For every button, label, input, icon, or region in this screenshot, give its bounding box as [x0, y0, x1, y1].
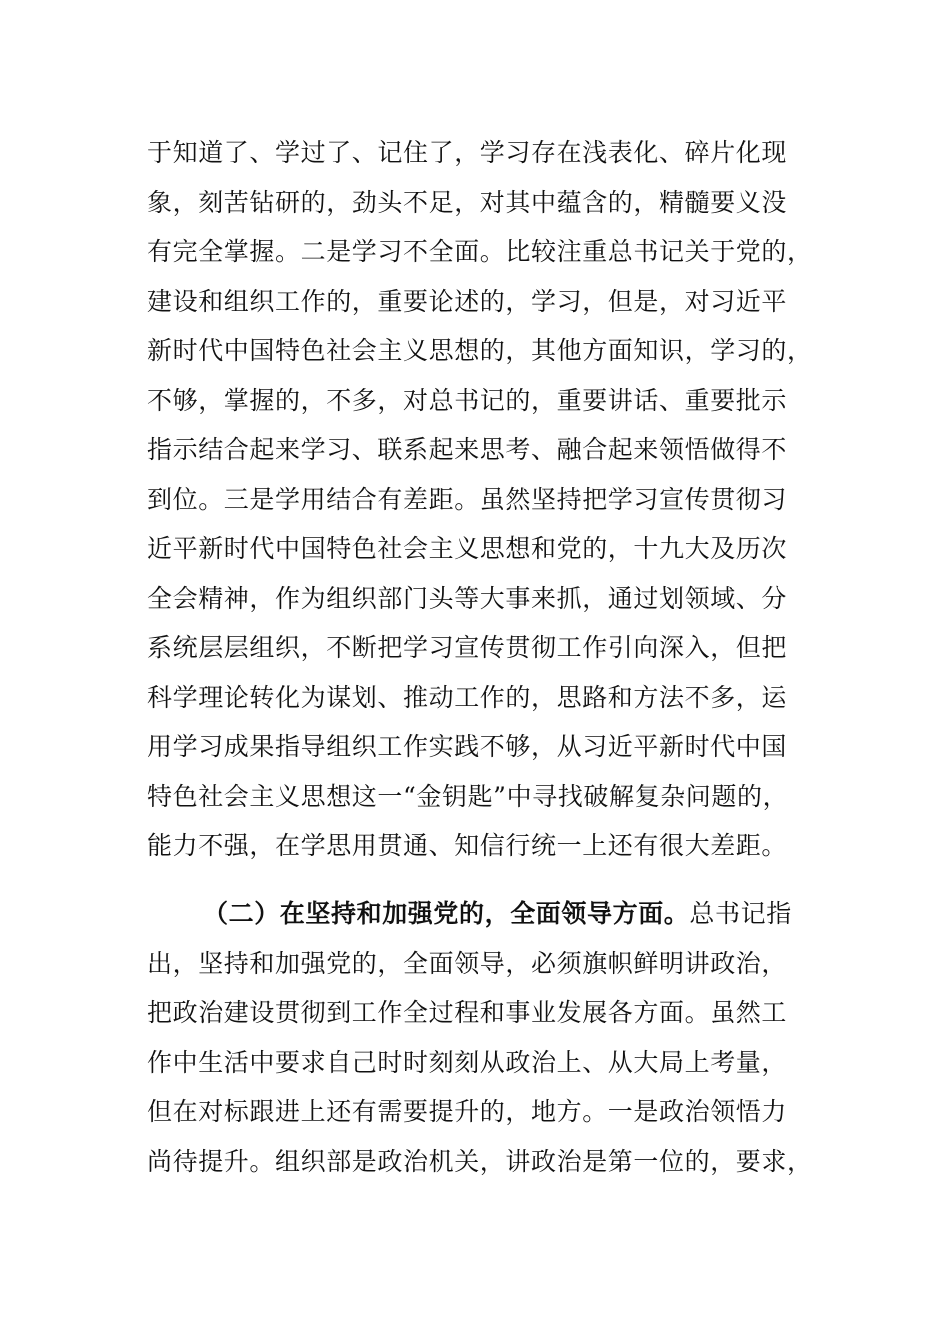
paragraph-line: 但在对标跟进上还有需要提升的，地方。一是政治领悟力 [147, 1097, 788, 1126]
section-heading: （二）在坚持和加强党的，全面领导方面。 [203, 899, 690, 928]
paragraph-line: 尚待提升。组织部是政治机关，讲政治是第一位的，要求， [147, 1146, 813, 1176]
paragraph-line: 到位。三是学用结合有差距。虽然坚持把学习宣传贯彻习 [147, 484, 788, 514]
paragraph-line: 全会精神，作为组织部门头等大事来抓，通过划领域、分 [147, 583, 788, 613]
paragraph-line: 作中生活中要求自己时时刻刻从政治上、从大局上考量， [147, 1047, 788, 1077]
paragraph-line: 出，坚持和加强党的，全面领导，必须旗帜鲜明讲政治， [147, 948, 788, 978]
paragraph-line: 新时代中国特色社会主义思想的，其他方面知识，学习的， [147, 336, 813, 365]
paragraph-1 [147, 128, 813, 871]
paragraph-line: 特色社会主义思想这一“金钥匙”中寻找破解复杂问题的， [147, 781, 789, 811]
paragraph-2 [147, 889, 813, 1186]
paragraph-line: 指示结合起来学习、联系起来思考、融合起来领悟做得不 [147, 435, 788, 464]
paragraph-line: 把政治建设贯彻到工作全过程和事业发展各方面。虽然工 [147, 998, 788, 1027]
paragraph-line: 于知道了、学过了、记住了，学习存在浅表化、碎片化现 [147, 138, 788, 167]
paragraph-line: 不够，掌握的，不多，对总书记的，重要讲话、重要批示 [147, 385, 788, 415]
paragraph-line: 能力不强，在学思用贯通、知信行统一上还有很大差距。 [147, 831, 788, 860]
paragraph-first-line [147, 889, 807, 939]
paragraph-line: 系统层层组织，不断把学习宣传贯彻工作引向深入，但把 [147, 633, 788, 662]
heading-continuation: 总书记指 [689, 899, 792, 928]
paragraph-line: 科学理论转化为谋划、推动工作的，思路和方法不多，运 [147, 682, 788, 712]
paragraph-line: 用学习成果指导组织工作实践不够，从习近平新时代中国 [147, 732, 788, 761]
paragraph-line: 象，刻苦钻研的，劲头不足，对其中蕴含的，精髓要义没 [147, 187, 788, 217]
paragraph-line: 有完全掌握。二是学习不全面。比较注重总书记关于党的， [147, 237, 813, 266]
paragraph-line: 近平新时代中国特色社会主义思想和党的，十九大及历次 [147, 534, 788, 563]
paragraph-line: 建设和组织工作的，重要论述的，学习，但是，对习近平 [147, 286, 788, 316]
